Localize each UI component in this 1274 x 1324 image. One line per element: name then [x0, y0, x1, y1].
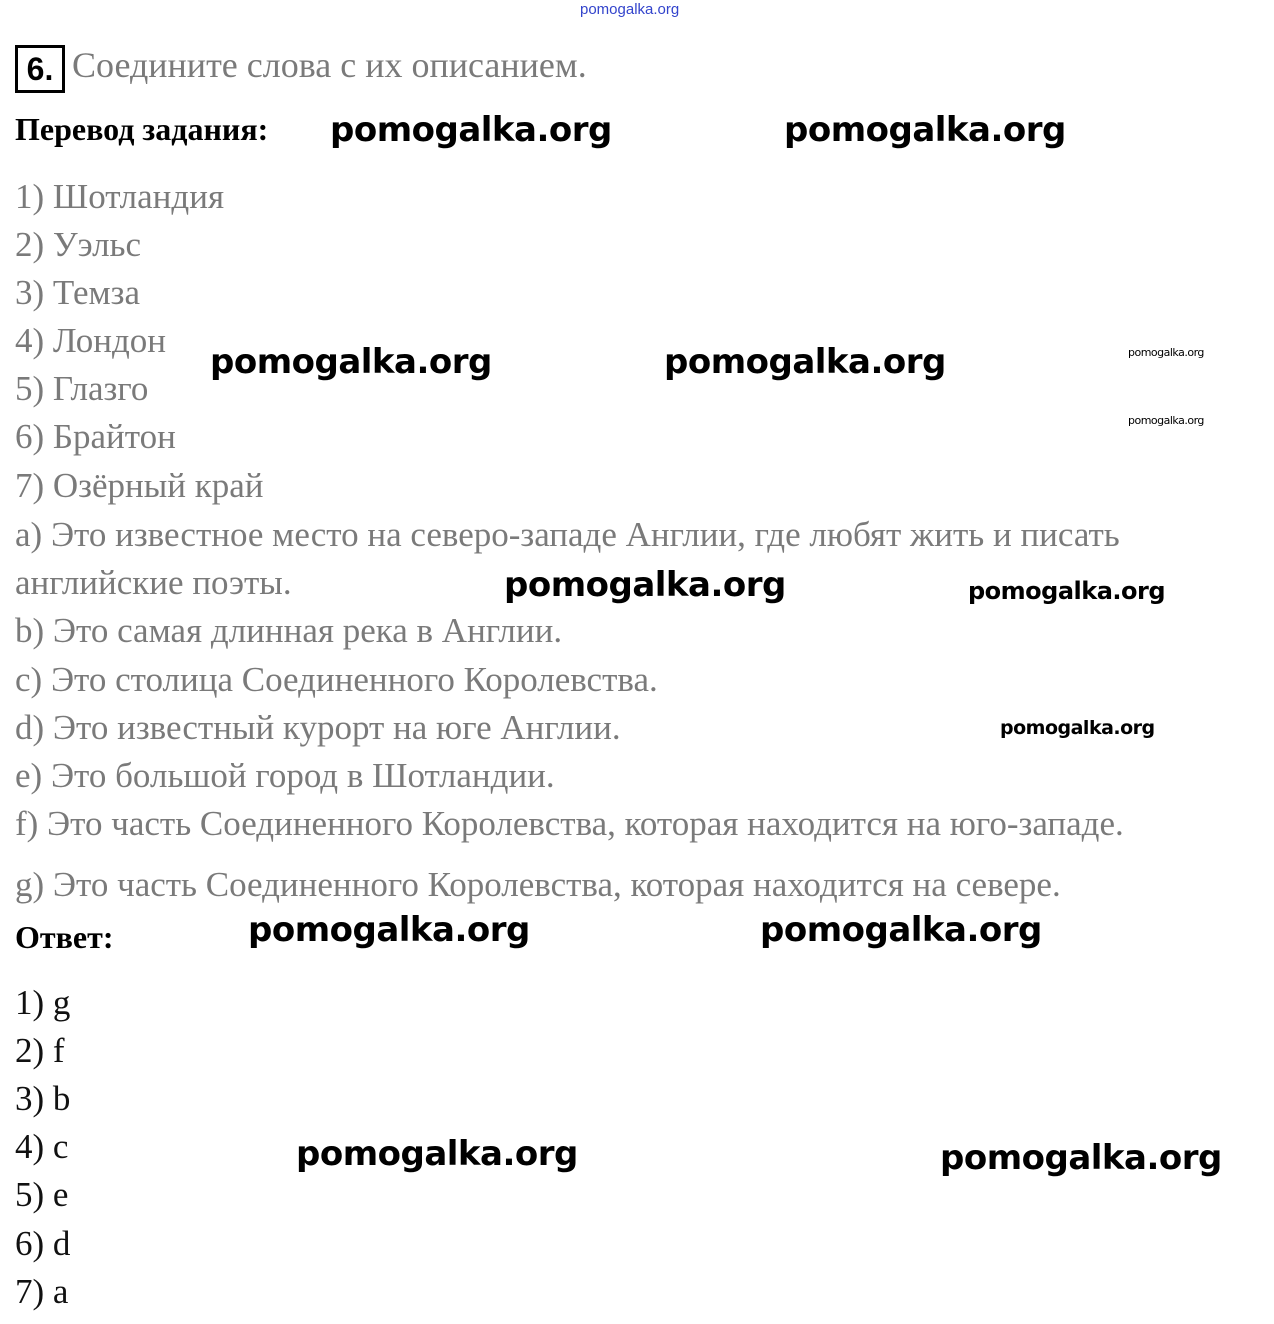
- watermark: pomogalka.org: [664, 342, 946, 382]
- description-item: e) Это большой город в Шотландии.: [15, 756, 555, 795]
- description-item: c) Это столица Соединенного Королевства.: [15, 660, 658, 699]
- word-item: 1) Шотландия: [15, 177, 225, 216]
- watermark: pomogalka.org: [1000, 717, 1155, 739]
- translation-heading: Перевод задания:: [15, 111, 269, 147]
- task-title: Соедините слова с их описанием.: [72, 45, 587, 85]
- description-item: b) Это самая длинная река в Англии.: [15, 611, 563, 650]
- watermark: pomogalka.org: [968, 577, 1166, 605]
- watermark: pomogalka.org: [784, 110, 1066, 150]
- description-item: английские поэты.: [15, 563, 292, 602]
- answer-heading: Ответ:: [15, 919, 114, 955]
- word-item: 4) Лондон: [15, 321, 167, 360]
- watermark: pomogalka.org: [760, 910, 1042, 950]
- word-item: 3) Темза: [15, 273, 140, 312]
- watermark: pomogalka.org: [504, 565, 786, 605]
- watermark: pomogalka.org: [296, 1134, 578, 1174]
- answer-item: 4) c: [15, 1127, 69, 1166]
- header-watermark: pomogalka.org: [580, 1, 680, 18]
- watermark: pomogalka.org: [210, 342, 492, 382]
- task-number: 6.: [15, 45, 65, 93]
- answer-item: 6) d: [15, 1224, 71, 1263]
- watermark: pomogalka.org: [330, 110, 612, 150]
- word-item: 5) Глазго: [15, 369, 149, 408]
- watermark: pomogalka.org: [940, 1138, 1222, 1178]
- answer-item: 7) a: [15, 1272, 69, 1311]
- watermark: pomogalka.org: [1128, 414, 1204, 427]
- word-item: 7) Озёрный край: [15, 466, 264, 505]
- answer-item: 5) e: [15, 1175, 69, 1214]
- answer-item: 2) f: [15, 1031, 65, 1070]
- watermark: pomogalka.org: [1128, 346, 1204, 359]
- description-item: f) Это часть Соединенного Королевства, которая находится на юго-западе.: [15, 804, 1124, 843]
- description-item: d) Это известный курорт на юге Англии.: [15, 708, 621, 747]
- answer-item: 3) b: [15, 1079, 71, 1118]
- word-item: 2) Уэльс: [15, 225, 142, 264]
- description-item: g) Это часть Соединенного Королевства, которая находится на севере.: [15, 865, 1061, 904]
- word-item: 6) Брайтон: [15, 417, 176, 456]
- watermark: pomogalka.org: [248, 910, 530, 950]
- description-item: a) Это известное место на северо-западе Англии, где любят жить и писать: [15, 515, 1120, 554]
- answer-item: 1) g: [15, 983, 71, 1022]
